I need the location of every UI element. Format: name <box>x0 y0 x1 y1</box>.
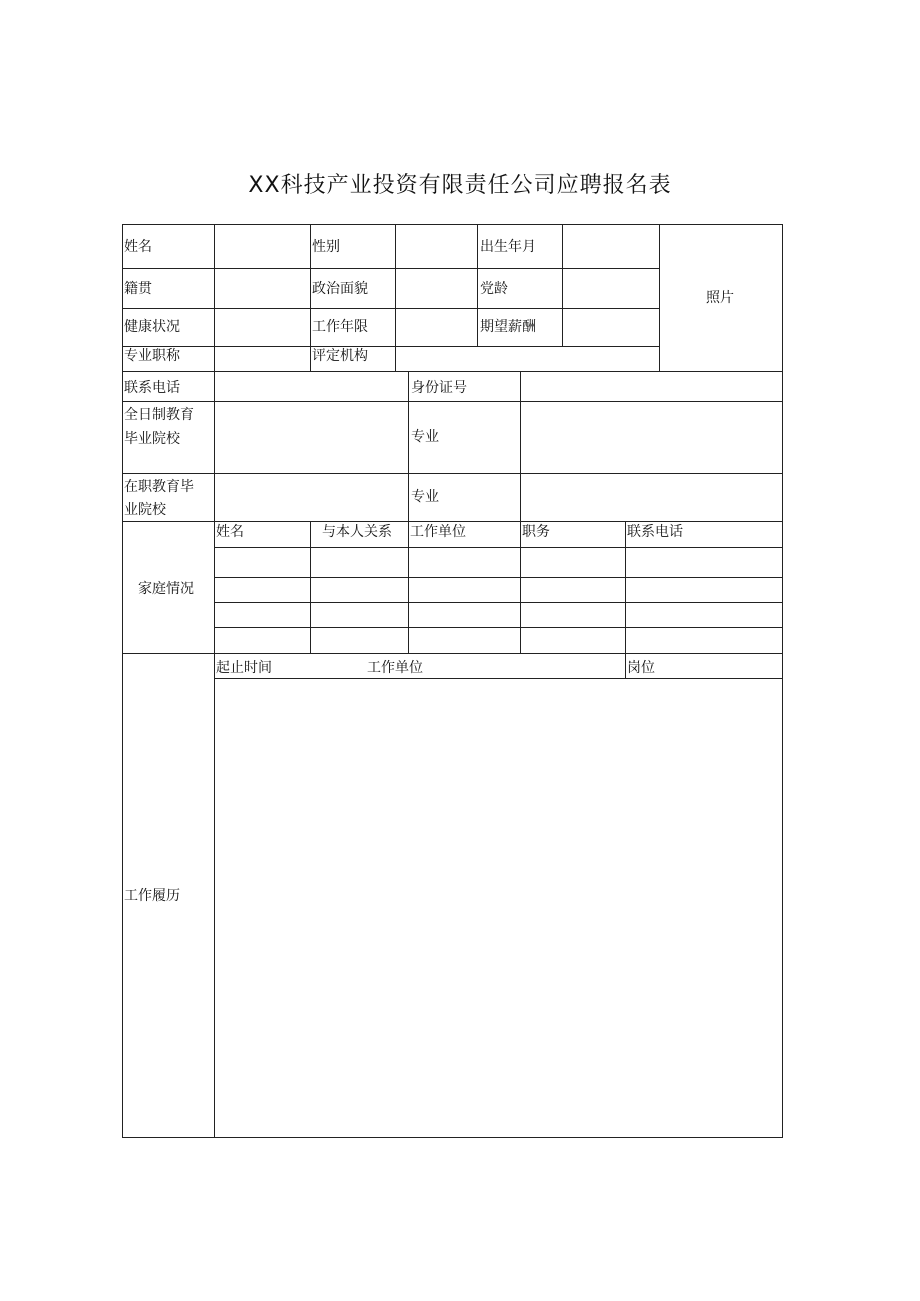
field-fulltime-major[interactable] <box>521 402 782 473</box>
family-table-body[interactable] <box>215 548 782 653</box>
field-inservice-major[interactable] <box>521 474 782 521</box>
label-inservice-major: 专业 <box>411 489 439 505</box>
label-inservice-school-line1: 在职教育毕 <box>124 479 194 495</box>
work-header-post: 岗位 <box>627 660 655 676</box>
field-birth[interactable] <box>563 225 659 268</box>
label-professional-title: 专业职称 <box>124 348 180 364</box>
field-expected-salary[interactable] <box>563 309 659 346</box>
label-health: 健康状况 <box>124 319 180 335</box>
label-work-years: 工作年限 <box>312 319 368 335</box>
label-name: 姓名 <box>124 239 152 255</box>
label-id-number: 身份证号 <box>411 380 467 396</box>
work-header-workplace: 工作单位 <box>367 660 423 676</box>
work-header-period: 起止时间 <box>216 660 272 676</box>
col-line-b <box>310 224 311 371</box>
label-work-history: 工作履历 <box>124 888 180 904</box>
field-name[interactable] <box>215 225 310 268</box>
col-line-g <box>408 371 409 521</box>
work-col-1 <box>625 653 626 678</box>
field-inservice-school[interactable] <box>215 474 408 521</box>
field-work-history[interactable] <box>215 679 782 1137</box>
field-native-place[interactable] <box>215 269 310 308</box>
label-photo: 照片 <box>706 290 734 306</box>
label-rating-agency: 评定机构 <box>312 348 368 364</box>
label-fulltime-school-line1: 全日制教育 <box>124 407 194 423</box>
label-fulltime-major: 专业 <box>411 429 439 445</box>
family-header-workplace: 工作单位 <box>410 524 466 540</box>
field-party-years[interactable] <box>563 269 659 308</box>
field-id-number[interactable] <box>521 372 782 401</box>
page-title: XX科技产业投资有限责任公司应聘报名表 <box>248 173 672 198</box>
label-family: 家庭情况 <box>138 581 194 597</box>
field-fulltime-school[interactable] <box>215 402 408 473</box>
row-line-8 <box>122 653 782 654</box>
field-health[interactable] <box>215 309 310 346</box>
field-gender[interactable] <box>396 225 477 268</box>
photo-box[interactable] <box>660 225 782 371</box>
family-header-relation: 与本人关系 <box>322 524 392 540</box>
label-expected-salary: 期望薪酬 <box>480 319 536 335</box>
field-professional-title[interactable] <box>215 347 310 371</box>
family-header-position: 职务 <box>522 524 550 540</box>
field-political-status[interactable] <box>396 269 477 308</box>
field-rating-agency[interactable] <box>396 347 659 371</box>
border-left <box>122 224 123 1138</box>
family-header-phone: 联系电话 <box>627 524 683 540</box>
border-bottom <box>122 1137 783 1138</box>
col-line-d <box>477 224 478 346</box>
label-fulltime-school-line2: 毕业院校 <box>124 431 180 447</box>
label-gender: 性别 <box>312 239 340 255</box>
label-party-years: 党龄 <box>480 281 508 297</box>
family-header-name: 姓名 <box>216 524 244 540</box>
border-right <box>782 224 783 1138</box>
label-inservice-school-line2: 业院校 <box>124 502 166 518</box>
label-native-place: 籍贯 <box>124 281 152 297</box>
label-political-status: 政治面貌 <box>312 281 368 297</box>
label-phone: 联系电话 <box>124 380 180 396</box>
field-work-years[interactable] <box>396 309 477 346</box>
label-birth: 出生年月 <box>480 239 536 255</box>
field-phone[interactable] <box>215 372 408 401</box>
